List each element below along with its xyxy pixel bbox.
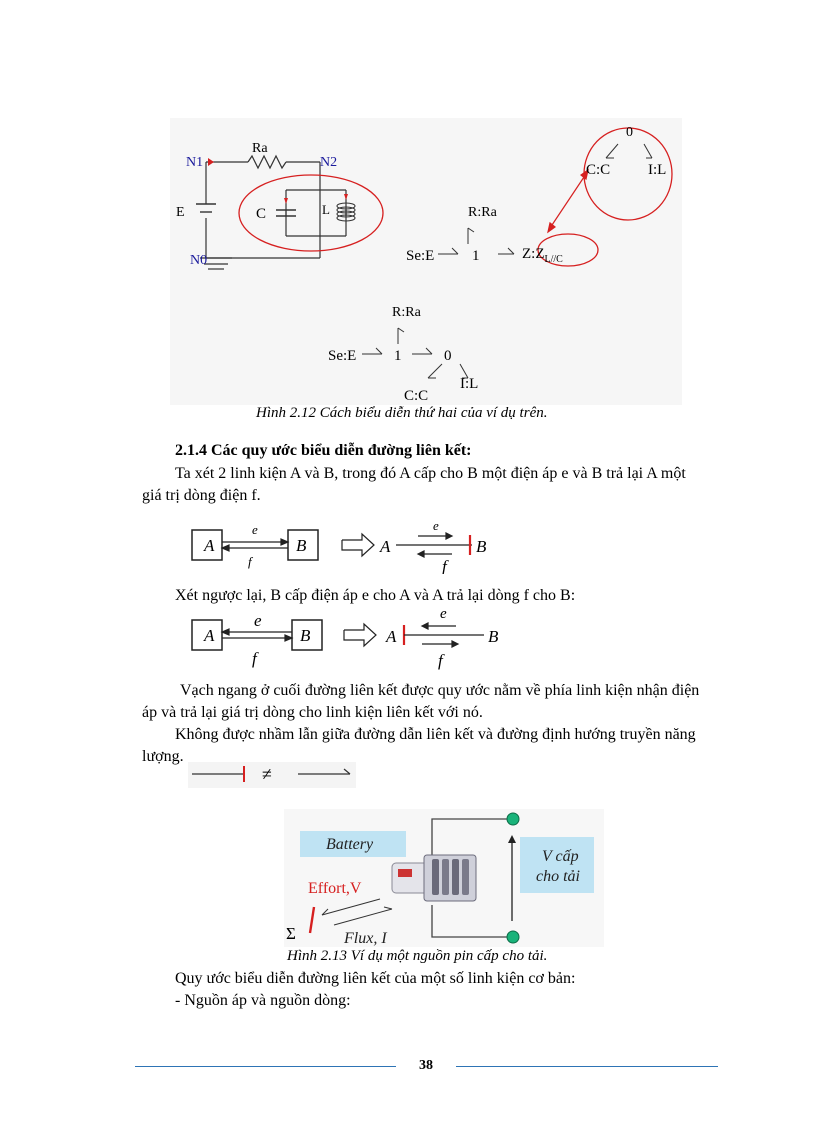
label-a: A bbox=[204, 536, 215, 555]
not-equal-bg bbox=[188, 762, 356, 788]
source-label: E bbox=[176, 205, 185, 220]
bond-figure-1 bbox=[186, 518, 498, 574]
paragraph-4-line-1: Không được nhầm lẫn giữa đường dẫn liên kết và đường định hướng truyền năng bbox=[175, 726, 696, 743]
node-n1-label: N1 bbox=[186, 155, 204, 170]
label-f: f bbox=[248, 554, 252, 569]
bottom-graph-r-label: R:Ra bbox=[392, 305, 421, 320]
top-graph-bonds bbox=[438, 144, 652, 254]
resistor-label: Ra bbox=[252, 141, 268, 156]
bottom-graph-se-label: Se:E bbox=[328, 348, 357, 364]
label-b: B bbox=[296, 536, 307, 555]
exchange-arrows bbox=[222, 539, 288, 551]
label-e: e bbox=[254, 611, 262, 630]
battery-label: Battery bbox=[326, 836, 374, 853]
node-n0-label: N0 bbox=[190, 253, 208, 268]
label-b-bond: B bbox=[476, 537, 487, 556]
bottom-graph-cc-label: C:C bbox=[404, 388, 429, 404]
exchange-arrows bbox=[222, 629, 292, 641]
voltage-label-line-1: V cấp bbox=[542, 848, 579, 865]
bond-not-equal-svg bbox=[188, 762, 356, 788]
bottom-graph-1-junction: 1 bbox=[394, 348, 402, 364]
effort-label: Effort,V bbox=[308, 880, 362, 897]
battery-e-symbol bbox=[196, 204, 216, 212]
label-f-bond: f bbox=[438, 651, 443, 670]
figure-2-12 bbox=[170, 118, 682, 405]
top-graph-cc-label: C:C bbox=[586, 162, 611, 178]
negative-terminal bbox=[507, 931, 519, 943]
top-graph-0-junction: 0 bbox=[626, 125, 633, 140]
paragraph-1-line-2: giá trị dòng điện f. bbox=[142, 487, 261, 504]
voltage-label-line-2: cho tải bbox=[536, 868, 580, 885]
label-e-bond: e bbox=[433, 518, 439, 533]
footer-rule-right bbox=[456, 1066, 718, 1067]
not-equal-symbol: ≠ bbox=[262, 764, 272, 784]
capacitor-label: C bbox=[256, 206, 267, 222]
figure-2-13-svg bbox=[284, 809, 604, 947]
label-a-bond: A bbox=[386, 627, 397, 646]
implies-arrow-icon bbox=[342, 534, 374, 556]
bottom-graph-bonds bbox=[362, 328, 468, 378]
top-graph-z-text: Z:Z bbox=[522, 246, 545, 262]
section-heading: 2.1.4 Các quy ước biểu diễn đường liên kết: bbox=[175, 442, 472, 459]
figure-2-12-svg bbox=[170, 118, 682, 405]
footer-rule-left bbox=[135, 1066, 396, 1067]
label-a: A bbox=[204, 626, 215, 645]
label-b-bond: B bbox=[488, 627, 498, 646]
top-graph-z-label bbox=[522, 246, 563, 265]
top-graph-1-junction: 1 bbox=[472, 248, 480, 264]
label-f-bond: f bbox=[442, 557, 447, 574]
bond-figure-1-svg bbox=[186, 518, 498, 574]
top-graph-se-label: Se:E bbox=[406, 248, 435, 264]
top-graph-il-label: I:L bbox=[648, 162, 667, 178]
label-b: B bbox=[300, 626, 311, 645]
figure-2-13-caption: Hình 2.13 Ví dụ một nguồn pin cấp cho tải. bbox=[287, 948, 548, 964]
figure-2-12-caption: Hình 2.12 Cách biểu diễn thứ hai của ví dụ trên. bbox=[256, 405, 548, 421]
figure-2-13 bbox=[284, 809, 604, 947]
bottom-graph-0-junction: 0 bbox=[444, 348, 452, 364]
paragraph-4-line-2: lượng. bbox=[142, 748, 184, 765]
paragraph-3-line-2: áp và trả lại giá trị dòng cho linh kiện liên kết với nó. bbox=[142, 704, 483, 721]
label-a-bond: A bbox=[380, 537, 391, 556]
paragraph-2: Xét ngược lại, B cấp điện áp e cho A và A trả lại dòng f cho B: bbox=[175, 587, 576, 604]
bottom-graph-il-label: I:L bbox=[460, 376, 479, 392]
paragraph-6: - Nguồn áp và nguồn dòng: bbox=[175, 992, 351, 1009]
positive-terminal bbox=[507, 813, 519, 825]
page-number: 38 bbox=[419, 1058, 433, 1073]
paragraph-3-line-1: Vạch ngang ở cuối đường liên kết được quy ước nằm về phía linh kiện nhận điện bbox=[180, 682, 700, 699]
top-graph-z-subscript: L//C bbox=[544, 254, 563, 265]
label-e: e bbox=[252, 522, 258, 537]
link-double-arrow bbox=[548, 170, 588, 232]
inductor-label: L bbox=[322, 202, 330, 217]
label-f: f bbox=[252, 649, 257, 668]
flux-label: Flux, I bbox=[344, 930, 387, 947]
bond-not-equal-figure bbox=[188, 762, 356, 788]
implies-arrow-icon bbox=[344, 624, 376, 646]
paragraph-5: Quy ước biểu diễn đường liên kết của một số linh kiện cơ bản: bbox=[175, 970, 576, 987]
label-e-bond: e bbox=[440, 606, 447, 622]
paragraph-1-line-1: Ta xét 2 linh kiện A và B, trong đó A cấp cho B một điện áp e và B trả lại A một bbox=[175, 465, 686, 482]
resistor-ra bbox=[248, 156, 286, 168]
bond-figure-2 bbox=[186, 604, 498, 670]
bond-figure-2-svg bbox=[186, 604, 498, 670]
top-graph-r-label: R:Ra bbox=[468, 205, 497, 220]
node-n2-label: N2 bbox=[320, 155, 338, 170]
sigma-symbol: Σ bbox=[286, 924, 296, 943]
